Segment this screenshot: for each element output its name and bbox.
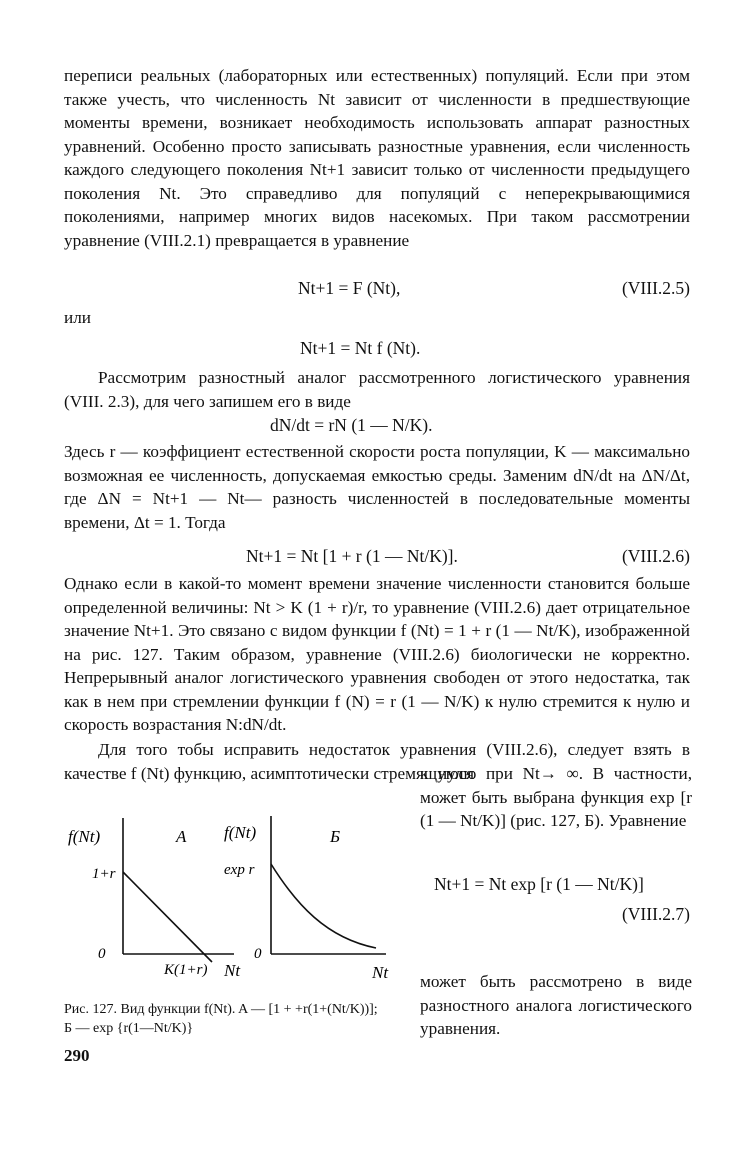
panel-b-origin: 0 — [254, 946, 262, 962]
equation-viii-2-6: Nt+1 = Nt [1 + r (1 — Nt/K)]. — [246, 546, 458, 566]
panel-a-y-tick: 1+r — [92, 866, 116, 882]
equation-nt-f: Nt+1 = Nt f (Nt). — [300, 338, 421, 358]
equation-number-viii-2-7: (VIII.2.7) — [621, 904, 690, 924]
equation-logistic: dN/dt = rN (1 — N/K). — [270, 415, 433, 435]
paragraph-1: переписи реальных (лабораторных или естественных) популяций. Если при этом также учесть, что численность Nt зависит от численности в предшествующие моменты времени, возникает необходимость использовать аппарат разностных уравнений. Особенно просто записывать разностные уравнения, если численность каждого следующего поколения Nt+1 зависит только от численности предыдущего поколения Nt. Это справедливо для популяций с неперекрывающимися поколениями, например многих видов насекомых. При таком рассмотрении уравнение (VIII.2.1) превращается в уравнение — [64, 66, 690, 250]
panel-b-letter: Б — [330, 827, 341, 846]
paragraph-6: к нулю при Nt→ ∞. В частности, может быть выбрана функция exp [r (1 — Nt/K)] (рис. 127, Б). Уравнение — [420, 764, 692, 830]
panel-a-linear-curve — [123, 872, 212, 962]
panel-b-y-tick: exp r — [224, 862, 255, 878]
panel-a-x-tick: K(1+r) — [164, 962, 208, 978]
paragraph-4: Однако если в какой-то момент времени значение численности становится больше определенной величины: Nt > K (1 + r)/r, то уравнение (VIII.2.6) дает отрицательное значение Nt+1. Это связано с видом функции f (Nt) = 1 + r (1 — Nt/K), изображенной на рис. 127. Таким образом, уравнение (VIII.2.6) биологически не корректно. Непрерывный аналог логистического уравнения свободен от этого недостатка, так как в нем при стремлении функции f (N) = r (1 — N/K) к нулю стремится к нулю и скорость возрастания N:dN/dt. — [64, 574, 690, 734]
equation-viii-2-5: Nt+1 = F (Nt), — [298, 278, 401, 298]
equation-number-viii-2-6: (VIII.2.6) — [621, 546, 690, 566]
paragraph-2: Рассмотрим разностный аналог рассмотренного логистического уравнения (VIII. 2.3), для чего запишем его в виде — [64, 368, 690, 411]
page-number: 290 — [64, 1046, 90, 1065]
panel-b-y-label: f(Nt) — [224, 823, 257, 842]
panel-a-origin: 0 — [98, 946, 106, 962]
figure-127 — [64, 806, 400, 994]
figure-caption: Рис. 127. Вид функции f(Nt). A — [1 + +r(1+(Nt/K))]; Б — exp {r(1—Nt/K)} — [64, 1002, 378, 1036]
panel-b-exp-curve — [271, 864, 376, 948]
figure-panel-b — [224, 816, 389, 982]
equation-viii-2-7: Nt+1 = Nt exp [r (1 — Nt/K)] — [434, 874, 644, 894]
word-or: или — [64, 308, 91, 327]
equation-number-viii-2-5: (VIII.2.5) — [621, 278, 690, 298]
panel-a-x-label: Nt — [224, 961, 241, 980]
panel-b-x-label: Nt — [372, 963, 389, 982]
figure-panel-a — [68, 818, 241, 980]
paragraph-7: может быть рассмотрено в виде разностного аналога логистического уравнения. — [420, 972, 692, 1038]
panel-a-letter: A — [176, 827, 187, 846]
paragraph-3: Здесь r — коэффициент естественной скорости роста популяции, K — максимально возможная ее численность, допускаемая емкостью среды. Заменим dN/dt на ΔN/Δt, где ΔN = Nt+1 — Nt— разность численностей в последовательные моменты времени, Δt = 1. Тогда — [64, 442, 690, 532]
panel-a-y-label: f(Nt) — [68, 827, 101, 846]
paragraph-5: Для того тобы исправить недостаток уравнения (VIII.2.6), следует взять в качестве f (Nt) функцию, асимптотически стремящуюся — [64, 740, 690, 783]
